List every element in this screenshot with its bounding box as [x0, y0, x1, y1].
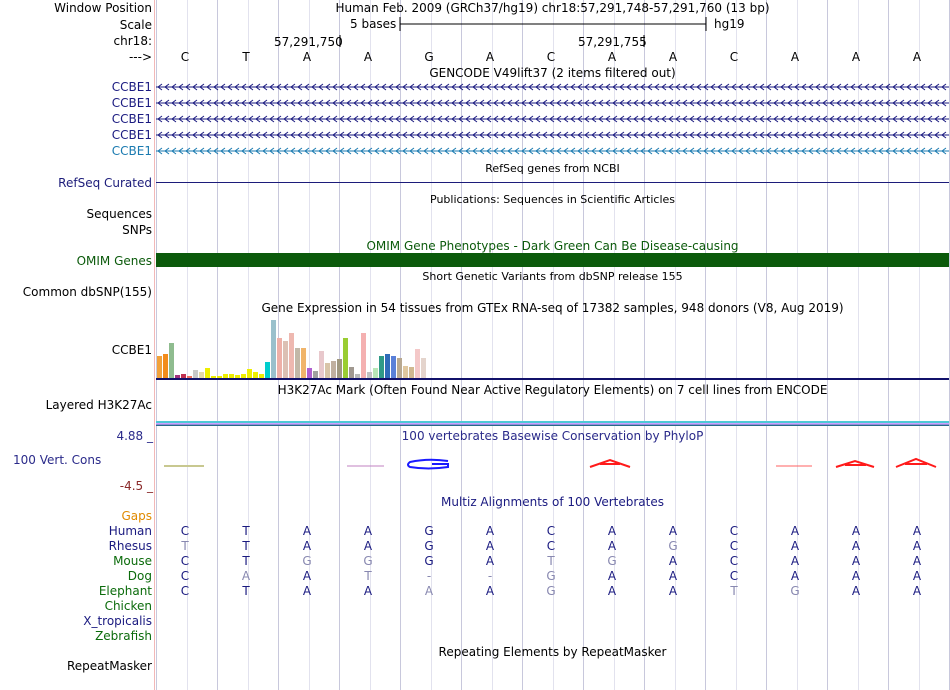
multiz-base: A [363, 524, 373, 538]
multiz-species-label[interactable]: X_tropicalis [83, 614, 152, 628]
refseq-track-title[interactable]: RefSeq genes from NCBI [485, 162, 620, 175]
multiz-base: G [363, 554, 373, 568]
multiz-base: C [180, 569, 190, 583]
sequence-base: C [546, 50, 556, 64]
h3k27ac-label[interactable]: Layered H3K27Ac [45, 398, 152, 412]
phylop-label[interactable]: 100 Vert. Cons [13, 453, 102, 467]
phylop-c-logo [164, 465, 204, 467]
multiz-base: A [607, 539, 617, 553]
multiz-base: A [485, 524, 495, 538]
sequence-base: A [363, 50, 373, 64]
multiz-base: A [302, 524, 312, 538]
multiz-base: G [302, 554, 312, 568]
sequence-base: C [729, 50, 739, 64]
phylop-min-label: -4.5 _ [119, 479, 153, 493]
multiz-base: A [851, 584, 861, 598]
omim-track-title[interactable]: OMIM Gene Phenotypes - Dark Green Can Be Disease-causing [366, 239, 739, 253]
multiz-base: C [729, 554, 739, 568]
multiz-base: G [424, 554, 434, 568]
multiz-base: G [668, 539, 678, 553]
multiz-base: A [851, 524, 861, 538]
phylop-a-logo-3 [836, 461, 874, 467]
multiz-base: A [912, 539, 922, 553]
multiz-base: A [302, 539, 312, 553]
multiz-base: C [546, 539, 556, 553]
multiz-base: A [485, 584, 495, 598]
multiz-base: C [729, 524, 739, 538]
multiz-base: C [729, 539, 739, 553]
multiz-base: A [424, 584, 434, 598]
multiz-base: T [547, 554, 555, 568]
multiz-base: A [302, 584, 312, 598]
multiz-species-label[interactable]: Dog [127, 569, 152, 583]
multiz-base: C [546, 524, 556, 538]
refseq-curated-label[interactable]: RefSeq Curated [58, 176, 152, 190]
strand-label: ---> [128, 50, 152, 64]
gtex-gene-label[interactable]: CCBE1 [111, 343, 152, 357]
phylop-g-logo [408, 460, 448, 469]
multiz-species-label[interactable]: Human [108, 524, 152, 538]
multiz-species-label[interactable]: Rhesus [108, 539, 152, 553]
sequence-base: A [851, 50, 861, 64]
publications-sequences-label[interactable]: Sequences [86, 207, 152, 221]
multiz-species-label[interactable]: Elephant [98, 584, 152, 598]
multiz-species-label[interactable]: Mouse [113, 554, 152, 568]
sequence-base: A [607, 50, 617, 64]
window-position-label: Window Position [54, 1, 152, 15]
multiz-base: A [668, 569, 678, 583]
multiz-base: A [851, 554, 861, 568]
multiz-base: A [607, 524, 617, 538]
multiz-base: T [242, 584, 250, 598]
gencode-transcript-label[interactable]: CCBE1 [111, 96, 152, 110]
multiz-base: C [180, 524, 190, 538]
multiz-base: A [668, 584, 678, 598]
multiz-base: T [242, 524, 250, 538]
multiz-base: T [364, 569, 372, 583]
multiz-base: A [668, 554, 678, 568]
gencode-transcript-label[interactable]: CCBE1 [111, 112, 152, 126]
multiz-base: A [851, 569, 861, 583]
multiz-base: A [912, 554, 922, 568]
multiz-base: T [242, 539, 250, 553]
repeatmasker-label[interactable]: RepeatMasker [66, 659, 152, 673]
multiz-base: G [546, 584, 556, 598]
multiz-base: C [180, 554, 190, 568]
multiz-base: G [546, 569, 556, 583]
sequence-base: C [180, 50, 190, 64]
dbsnp-label[interactable]: Common dbSNP(155) [22, 285, 152, 299]
multiz-base: A [912, 524, 922, 538]
phylop-max-label: 4.88 _ [116, 429, 153, 443]
chrom-label: chr18: [113, 34, 152, 48]
multiz-species-label[interactable]: Zebrafish [95, 629, 152, 643]
multiz-base: C [180, 584, 190, 598]
multiz-base: - [487, 569, 493, 583]
multiz-base: A [851, 539, 861, 553]
gtex-track-title[interactable]: Gene Expression in 54 tissues from GTEx RNA-seq of 17382 samples, 948 donors (V8, Aug 2019) [261, 301, 844, 315]
window-position-value: Human Feb. 2009 (GRCh37/hg19) chr18:57,291,748-57,291,760 (13 bp) [335, 1, 770, 15]
gencode-transcript-label[interactable]: CCBE1 [111, 128, 152, 142]
sequence-base: A [485, 50, 495, 64]
multiz-base: A [668, 524, 678, 538]
sequence-base: A [302, 50, 312, 64]
phylop-track-title[interactable]: 100 vertebrates Basewise Conservation by PhyloP [401, 429, 704, 443]
multiz-base: A [363, 539, 373, 553]
phylop-a-logo-4 [896, 459, 936, 467]
repeatmasker-track-title[interactable]: Repeating Elements by RepeatMasker [438, 645, 667, 659]
multiz-base: A [302, 569, 312, 583]
gencode-track-title[interactable]: GENCODE V49lift37 (2 items filtered out) [429, 66, 676, 80]
multiz-base: G [424, 524, 434, 538]
dbsnp-track-title[interactable]: Short Genetic Variants from dbSNP release 155 [422, 270, 683, 283]
h3k27ac-track-title[interactable]: H3K27Ac Mark (Often Found Near Active Regulatory Elements) on 7 cell lines from ENCODE [277, 383, 828, 397]
multiz-base: - [426, 569, 432, 583]
coord-57291755: 57,291,755 [578, 35, 647, 49]
multiz-base: A [912, 569, 922, 583]
scale-text: 5 bases [350, 17, 397, 31]
multiz-base: T [730, 584, 738, 598]
phylop-a-logo-1 [590, 460, 630, 467]
coord-57291750: 57,291,750 [274, 35, 343, 49]
multiz-base: A [790, 569, 800, 583]
multiz-base: A [790, 524, 800, 538]
gencode-transcript-label[interactable]: CCBE1 [111, 80, 152, 94]
multiz-base: A [790, 554, 800, 568]
sequence-base: A [912, 50, 922, 64]
multiz-base: T [242, 554, 250, 568]
multiz-base: G [790, 584, 800, 598]
sequence-base: G [424, 50, 434, 64]
scale-label: Scale [119, 18, 152, 32]
multiz-base: G [424, 539, 434, 553]
multiz-base: A [607, 584, 617, 598]
multiz-base: T [181, 539, 189, 553]
omim-genes-label[interactable]: OMIM Genes [76, 254, 152, 268]
multiz-base: A [790, 539, 800, 553]
gaps-label[interactable]: Gaps [121, 509, 152, 523]
scale-assembly: hg19 [714, 17, 745, 31]
gencode-transcript-label[interactable]: CCBE1 [111, 144, 152, 158]
multiz-base: A [485, 539, 495, 553]
sequence-base: A [790, 50, 800, 64]
multiz-track-title[interactable]: Multiz Alignments of 100 Vertebrates [440, 495, 665, 509]
multiz-base: A [912, 584, 922, 598]
publications-track-title[interactable]: Publications: Sequences in Scientific Articles [430, 193, 675, 206]
publications-snps-label[interactable]: SNPs [122, 223, 152, 237]
sequence-base: T [242, 50, 250, 64]
multiz-base: A [363, 584, 373, 598]
sequence-base: A [668, 50, 678, 64]
multiz-species-label[interactable]: Chicken [104, 599, 152, 613]
multiz-base: A [607, 569, 617, 583]
multiz-base: A [485, 554, 495, 568]
multiz-base: A [241, 569, 251, 583]
multiz-base: C [729, 569, 739, 583]
multiz-base: G [607, 554, 617, 568]
